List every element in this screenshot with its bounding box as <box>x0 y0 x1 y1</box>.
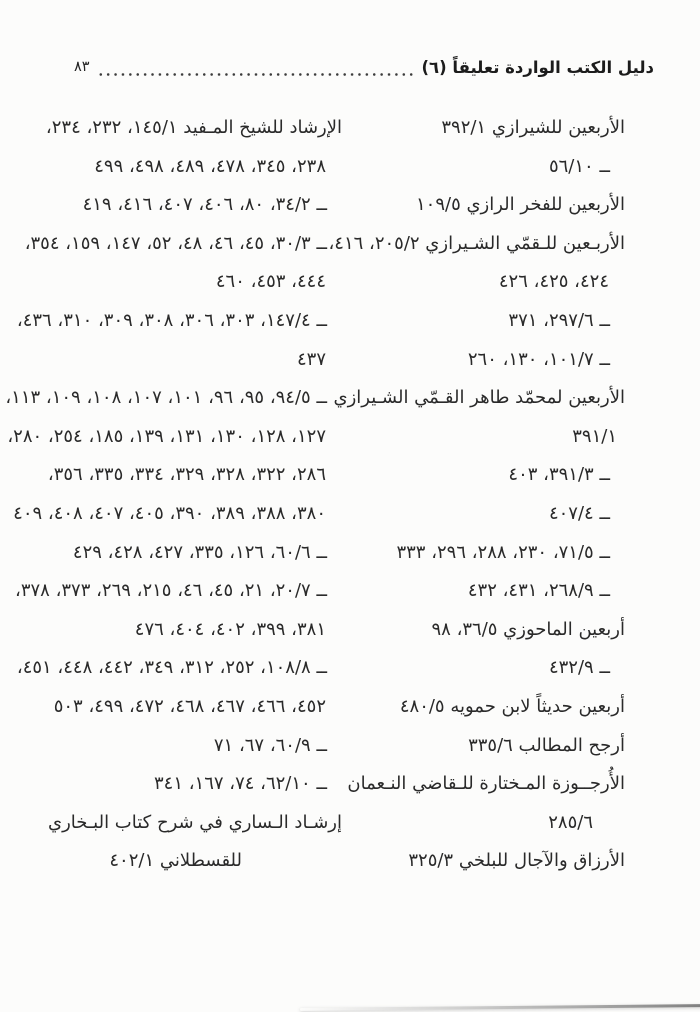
index-line: ــ ٢٠/٧، ٢١، ٤٥، ٤٦، ٢١٥، ٢٦٩، ٣٧٣، ٣٧٨، <box>15 580 327 602</box>
scan-edge-shadow <box>300 1004 700 1011</box>
index-line: ــ ٦٢/١٠، ٧٤، ١٦٧، ٣٤١ <box>154 773 327 795</box>
index-line: الأرزاق والآجال للبلخي ٣٢٥/٣ <box>408 850 625 872</box>
index-line: ١٢٧، ١٢٨، ١٣٠، ١٣١، ١٣٩، ١٨٥، ٢٥٤، ٢٨٠، <box>7 425 326 447</box>
page-number: ٨٣ <box>74 59 90 75</box>
index-line: الأربعين للفخر الرازي ١٠٩/٥ <box>416 194 625 216</box>
index-line: ٤٢٤، ٤٢٥، ٤٢٦ <box>498 271 609 293</box>
index-line: ٤٤٤، ٤٥٣، ٤٦٠ <box>215 271 326 293</box>
index-line: الأربعين للشيرازي ٣٩٢/١ <box>441 117 625 138</box>
index-line: ــ ٤٣٢/٩ <box>548 657 610 679</box>
index-line: ٤٣٧ <box>296 348 326 370</box>
index-line: ــ ٧١/٥، ٢٣٠، ٢٨٨، ٢٩٦، ٣٣٣ <box>396 541 610 563</box>
index-line: ــ ١٠١/٧، ١٣٠، ٢٦٠ <box>467 348 610 370</box>
index-line: للقسطلاني ٤٠٢/١ <box>109 850 242 872</box>
index-line: ــ ٦٠/٦، ١٢٦، ٣٣٥، ٤٢٧، ٤٢٨، ٤٢٩ <box>72 541 327 563</box>
index-line: ــ ٢٩٧/٦، ٣٧١ <box>508 309 610 331</box>
index-line: الأربـعين للـقمّي الشـيرازي ٢٠٥/٢، ٤١٦، <box>328 232 625 254</box>
index-column-right <box>328 109 625 881</box>
index-line: ٤٥٢، ٤٦٦، ٤٦٧، ٤٦٨، ٤٧٢، ٤٩٩، ٥٠٣ <box>53 695 326 717</box>
index-line: الإرشاد للشيخ المـفيد ١٤٥/١، ٢٣٢، ٢٣٤، <box>45 117 342 138</box>
index-line: الأُرجــوزة المـختارة للـقاضي النـعمان <box>347 773 625 795</box>
index-line: الأربعين لمحمّد طاهر القـمّي الشـيرازي <box>333 387 625 409</box>
index-line: ٢٨٦، ٣٢٢، ٣٢٨، ٣٢٩، ٣٣٤، ٣٣٥، ٣٥٦، <box>47 464 326 486</box>
index-line: ــ ٥٦/١٠ <box>548 155 610 177</box>
index-line: إرشـاد الـساري في شرح كتاب البـخاري <box>48 811 342 833</box>
index-line: ٢٨٥/٦ <box>548 811 593 833</box>
index-line: أربعين الماحوزي ٣٦/٥، ٩٨ <box>431 618 625 640</box>
index-line: ــ ٢٦٨/٩، ٤٣١، ٤٣٢ <box>467 580 610 602</box>
dot-leader <box>97 72 415 77</box>
index-line: ــ ٣٠/٣، ٤٥، ٤٦، ٤٨، ٥٢، ١٤٧، ١٥٩، ٣٥٤، <box>24 232 327 254</box>
index-line: ــ ٩٤/٥، ٩٥، ٩٦، ١٠١، ١٠٧، ١٠٨، ١٠٩، ١١٣، <box>5 387 327 409</box>
index-line: ٣٩١/١ <box>572 425 617 447</box>
index-line: ــ ١٤٧/٤، ٣٠٣، ٣٠٦، ٣٠٨، ٣٠٩، ٣١٠، ٤٣٦، <box>16 309 327 331</box>
index-column-left <box>7 109 342 881</box>
page-header <box>74 54 654 81</box>
index-line: ــ ٣٤/٢، ٨٠، ٤٠٦، ٤٠٧، ٤١٦، ٤١٩ <box>82 194 327 216</box>
index-line: ــ ٤٠٧/٤ <box>548 502 610 524</box>
running-title: دليل الكتب الواردة تعليقاً (٦) <box>421 58 654 77</box>
index-line: ٣٨٠، ٣٨٨، ٣٨٩، ٣٩٠، ٤٠٥، ٤٠٧، ٤٠٨، ٤٠٩ <box>13 502 326 524</box>
index-line: ــ ١٠٨/٨، ٢٥٢، ٣١٢، ٣٤٩، ٤٤٢، ٤٤٨، ٤٥١، <box>16 657 327 679</box>
index-line: أرجح المطالب ٣٣٥/٦ <box>468 734 625 756</box>
index-line: ــ ٣٩١/٣، ٤٠٣ <box>508 464 610 486</box>
index-line: أربعين حديثاً لابن حمويه ٤٨٠/٥ <box>399 695 625 717</box>
index-line: ٢٣٨، ٣٤٥، ٤٧٨، ٤٨٩، ٤٩٨، ٤٩٩ <box>94 155 326 177</box>
index-line: ــ ٦٠/٩، ٦٧، ٧١ <box>213 734 327 756</box>
index-line: ٣٨١، ٣٩٩، ٤٠٢، ٤٠٤، ٤٧٦ <box>134 618 326 640</box>
